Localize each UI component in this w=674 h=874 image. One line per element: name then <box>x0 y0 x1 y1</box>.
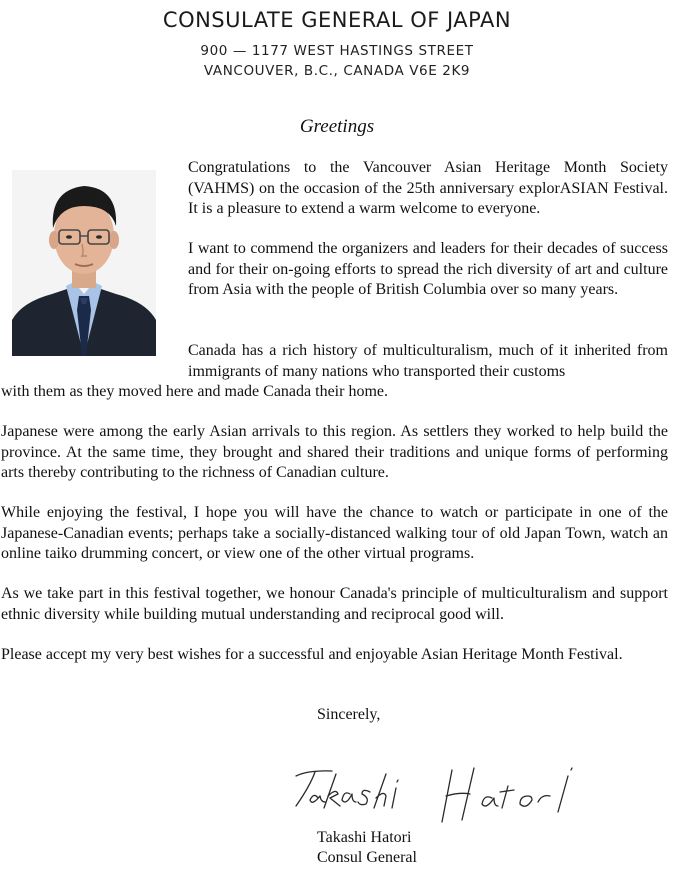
signer-name: Takashi Hatori <box>317 829 412 846</box>
greeting-heading: Greetings <box>299 116 375 137</box>
closing-text: Sincerely, <box>317 706 381 723</box>
paragraph-multiculturalism-continued: with them as they moved here and made Canada their home. <box>1 383 388 400</box>
paragraph-commendation: I want to commend the organizers and leaders for their decades of success and for their on-going efforts to spread the rich diversity of art and culture from Asia with the people of British Columbia over so many years. <box>188 240 668 298</box>
paragraph-japanese-settlers: Japanese were among the early Asian arrivals to this region. As settlers they worked to help build the province. At the same time, they brought and shared their traditions and unique forms of performing arts thereby contributing to the richness of Canadian culture. <box>1 423 668 481</box>
portrait-photo <box>12 170 156 356</box>
letterhead-address-line2: VANCOUVER, B.C., CANADA V6E 2K9 <box>203 63 471 79</box>
handwritten-signature <box>288 762 588 832</box>
portrait-illustration <box>12 170 156 356</box>
paragraph-festival-events: While enjoying the festival, I hope you will have the chance to watch or participate in one of the Japanese-Canadian events; perhaps take a socially-distanced walking tour of old Japan Town, watch an online taiko drumming concert, or view one of the other virtual programs. <box>1 504 668 562</box>
letterhead-title: CONSULATE GENERAL OF JAPAN <box>162 8 512 32</box>
paragraph-multiculturalism: Canada has a rich history of multiculturalism, much of it inherited from immigrants of many nations who transported their customs <box>188 342 668 380</box>
paragraph-best-wishes: Please accept my very best wishes for a successful and enjoyable Asian Heritage Month Festival. <box>1 646 623 663</box>
signer-title: Consul General <box>317 849 417 866</box>
paragraph-principle: As we take part in this festival together, we honour Canada's principle of multiculturalism and support ethnic diversity while building mutual understanding and reciprocal good will. <box>1 585 668 623</box>
paragraph-congratulations: Congratulations to the Vancouver Asian Heritage Month Society (VAHMS) on the occasion of the 25th anniversary explorASIAN Festival. It is a pleasure to extend a warm welcome to everyone. <box>188 159 668 217</box>
letterhead-address-line1: 900 — 1177 WEST HASTINGS STREET <box>200 43 474 59</box>
